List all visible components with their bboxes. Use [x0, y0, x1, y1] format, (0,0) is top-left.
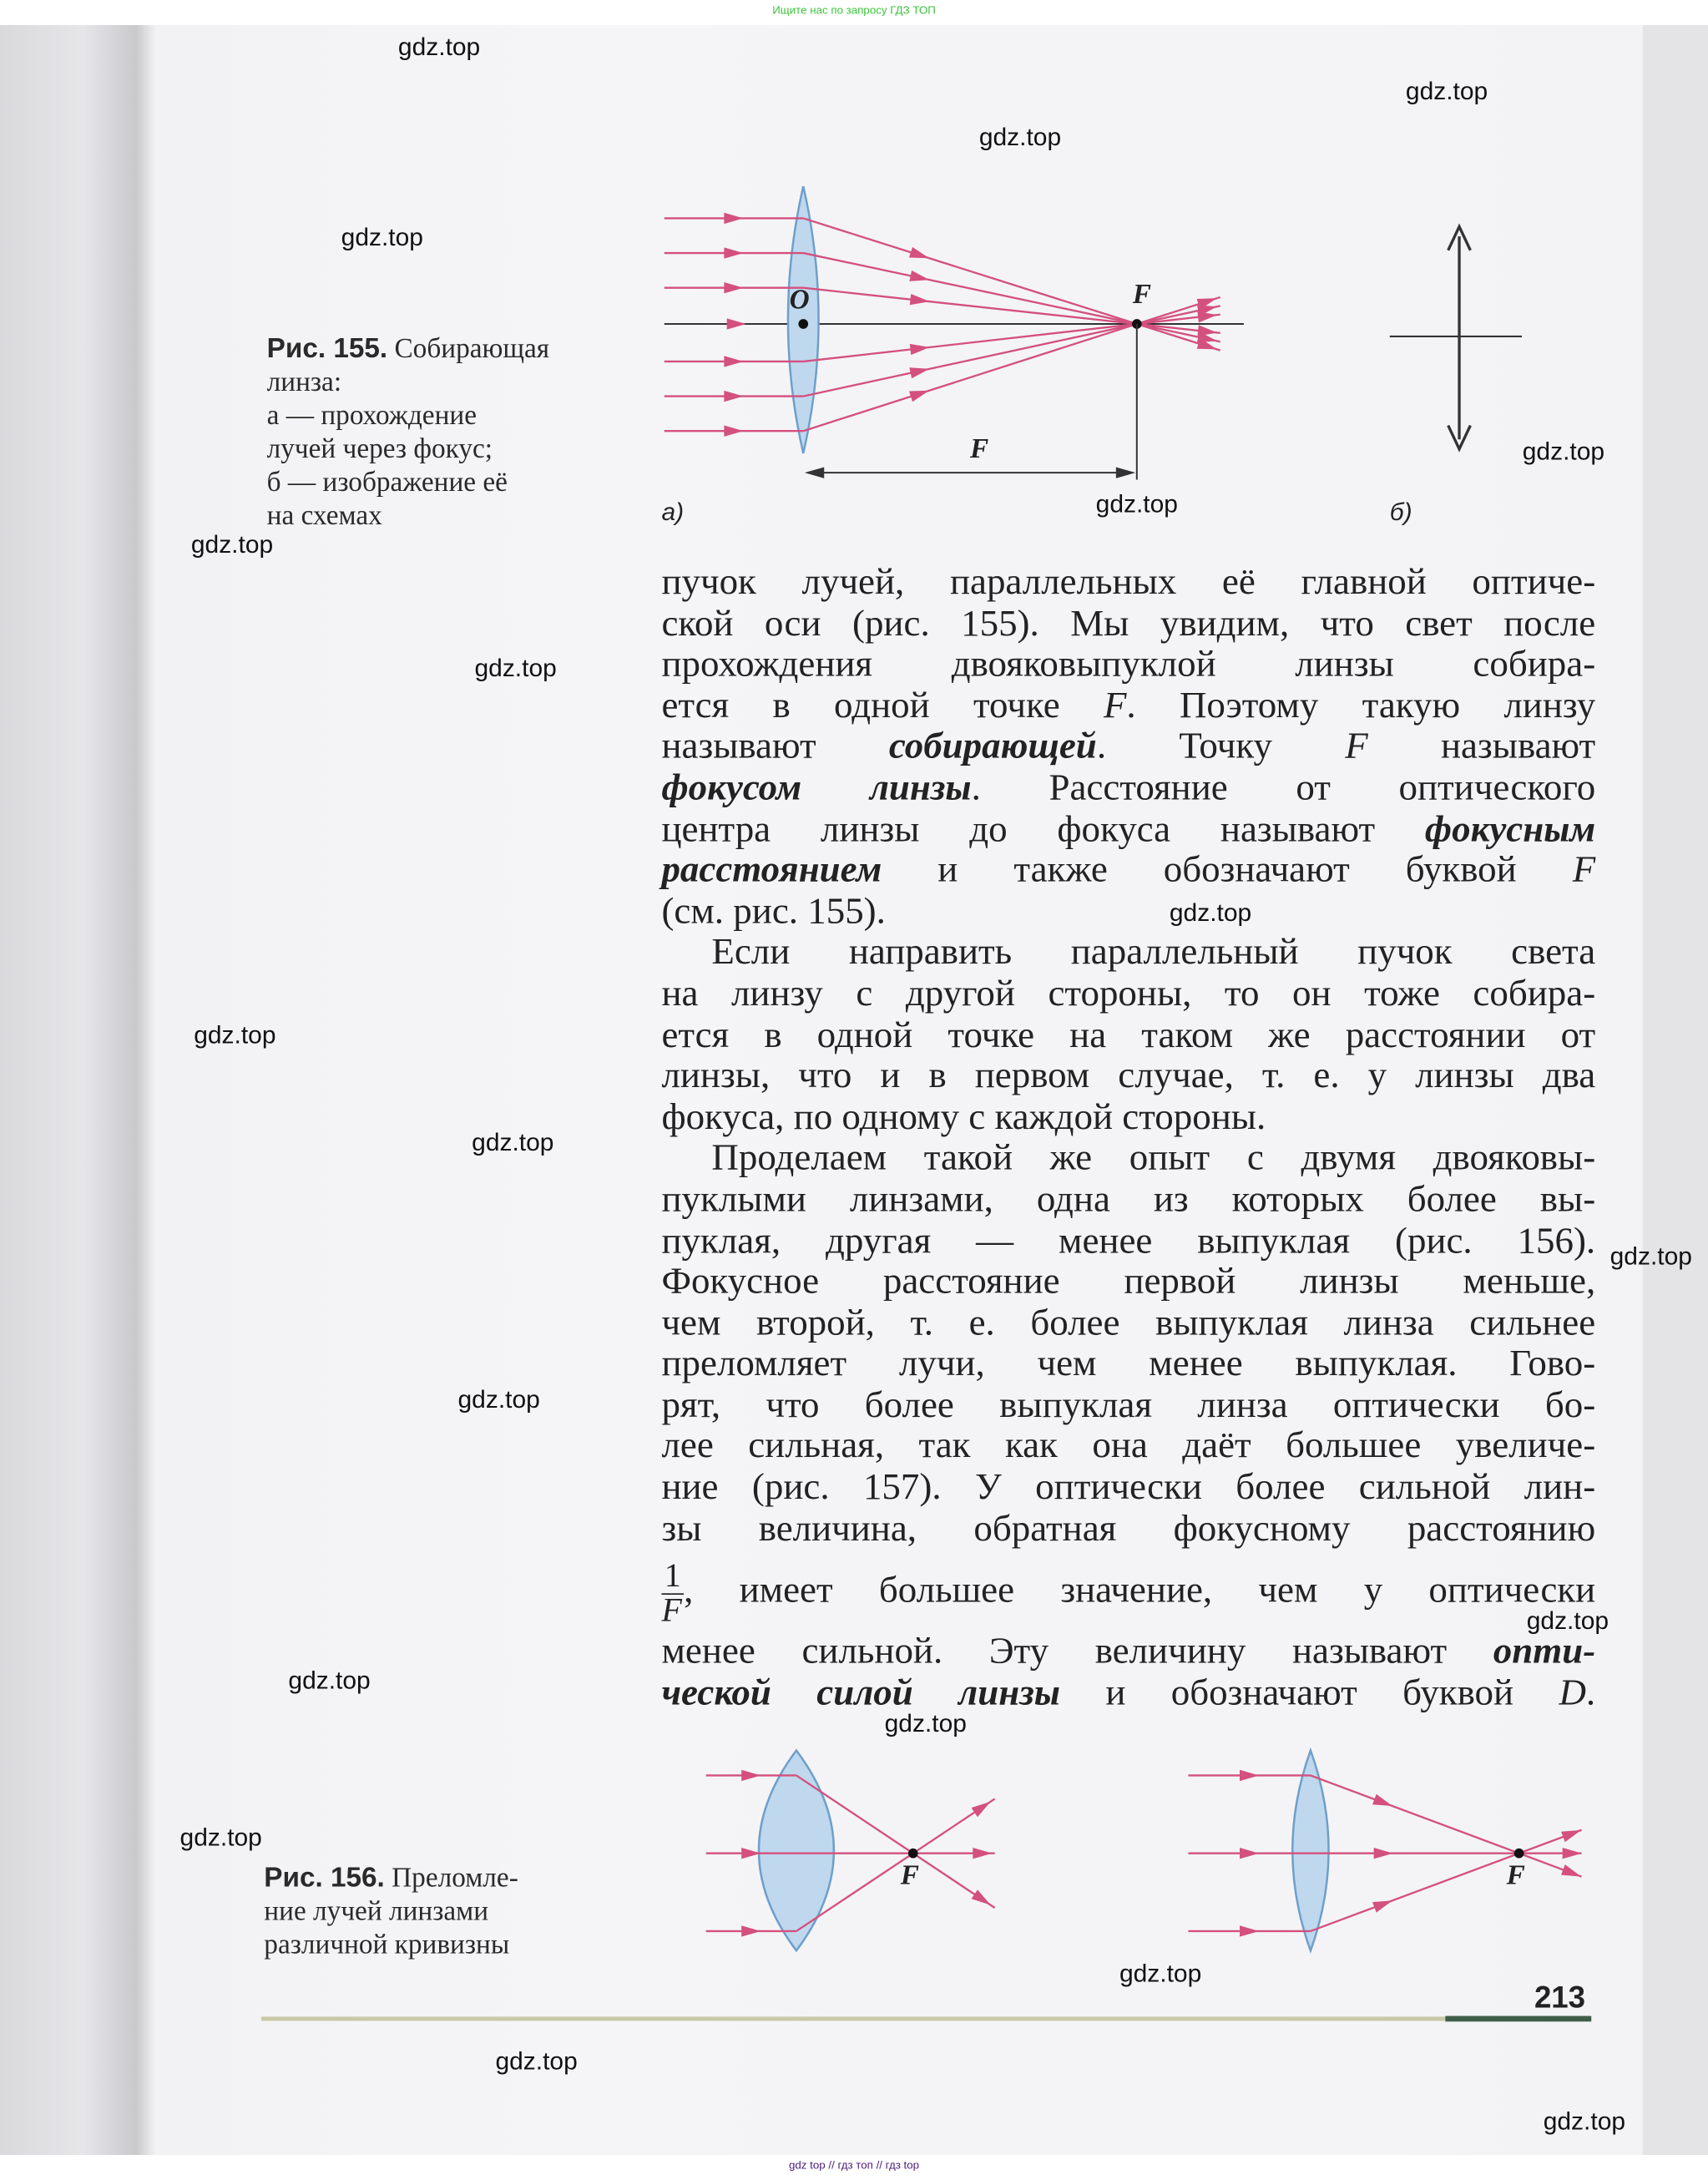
text-segment: . Точку — [1096, 725, 1346, 767]
text-segment: преломляет лучи, чем менее выпуклая. Гово- — [661, 1342, 1596, 1384]
footer-banner — [0, 2155, 1708, 2180]
text-segment: ется в одной точке на таком же расстоянии от — [661, 1013, 1596, 1055]
text-segment: пуклая, другая — менее выпуклая (рис. 156). — [661, 1218, 1596, 1261]
text-segment: ние (рис. 157). У оптически более сильной лин- — [661, 1465, 1596, 1508]
watermark: gdz.top — [884, 1709, 967, 1737]
ray-arrowhead-icon — [724, 356, 743, 367]
ray-arrowhead-icon — [1240, 1770, 1259, 1781]
text-segment: . — [1585, 1671, 1596, 1713]
text-line — [661, 562, 1595, 603]
text-segment: называют — [1367, 725, 1596, 767]
text-line — [661, 767, 1595, 808]
term-emphasis: фокусом линзы — [661, 766, 972, 808]
focus-point — [1514, 1849, 1524, 1859]
text-segment: . Расстояние от оптического — [971, 766, 1596, 808]
refracted-ray — [803, 253, 1220, 341]
watermark: gdz.top — [457, 1385, 540, 1414]
refracted-ray — [803, 297, 1220, 431]
term-emphasis: опти- — [1493, 1630, 1596, 1672]
watermark: gdz.top — [474, 654, 557, 682]
focal-distance-label: F — [970, 433, 989, 465]
footer-text: gdz top // гдз топ // гдз top — [788, 2159, 920, 2172]
ray-arrowhead-icon — [1374, 1848, 1393, 1859]
point-f-label: F — [1132, 279, 1152, 311]
text-line — [661, 1055, 1595, 1096]
dimension-arrow-icon — [1116, 468, 1135, 478]
ray-arrowhead-icon — [1240, 1848, 1259, 1859]
refracted-ray — [1311, 1775, 1582, 1876]
term-emphasis: собирающей — [888, 725, 1097, 767]
ray-arrowhead-icon — [1240, 1925, 1259, 1936]
text-segment: , имеет большее значение, чем у оптически — [684, 1568, 1596, 1611]
text-line — [661, 808, 1595, 849]
text-line — [661, 1549, 1595, 1631]
text-segment: линзы, что и в первом случае, т. е. у линзы два — [661, 1054, 1596, 1096]
ray-arrowhead-icon — [973, 1848, 992, 1859]
text-line — [661, 891, 1595, 932]
ray-arrowhead-icon — [972, 1889, 991, 1904]
text-segment: лее сильная, так как она даёт большее увеличе- — [661, 1424, 1596, 1466]
text-line — [661, 932, 1595, 973]
fig156-label: Рис. 156. — [264, 1863, 385, 1894]
watermark: gdz.top — [194, 1021, 276, 1050]
ray-arrowhead-icon — [1197, 325, 1217, 336]
ray-arrowhead-icon — [724, 391, 743, 402]
point-o-label: O — [789, 285, 810, 316]
fraction — [661, 1557, 684, 1629]
text-segment: прохождения двояковыпуклой линзы собира- — [661, 642, 1596, 685]
body-text — [661, 562, 1595, 1714]
dimension-arrow-icon — [805, 468, 824, 478]
ray-arrowhead-icon — [741, 1770, 761, 1781]
text-line — [661, 1343, 1595, 1384]
ray-arrowhead-icon — [910, 294, 930, 305]
ray-arrowhead-icon — [724, 213, 743, 224]
watermark: gdz.top — [1169, 898, 1252, 927]
text-segment: центра линзы до фокуса называют — [661, 807, 1425, 849]
caption-line: б — изображение её — [266, 467, 508, 498]
ray-arrowhead-icon — [909, 367, 929, 378]
fig156-caption — [264, 1862, 518, 1962]
watermark: gdz.top — [1526, 1606, 1609, 1635]
ray-arrowhead-icon — [909, 391, 929, 402]
text-segment: и также обозначают буквой — [882, 848, 1573, 890]
text-segment: чем второй, т. е. более выпуклая линза сильнее — [661, 1301, 1596, 1343]
page-number: 213 — [1534, 1980, 1586, 2015]
refracted-ray — [803, 288, 1220, 333]
text-segment: F — [1345, 725, 1368, 767]
fig155-caption — [267, 332, 549, 533]
watermark: gdz.top — [190, 530, 274, 559]
ray-arrowhead-icon — [1372, 1794, 1392, 1806]
text-line — [661, 603, 1595, 644]
text-line — [661, 1014, 1595, 1055]
text-segment: D — [1559, 1671, 1586, 1713]
refracted-ray — [803, 218, 1220, 350]
text-line — [661, 1467, 1595, 1508]
text-segment: ется в одной точке — [661, 683, 1104, 726]
ray-arrowhead-icon — [1561, 1830, 1581, 1842]
text-line — [661, 1096, 1595, 1137]
ray-arrowhead-icon — [909, 271, 929, 281]
text-segment: менее сильной. Эту величину называют — [661, 1630, 1493, 1672]
text-segment: Проделаем такой же опыт с двумя двояковы- — [711, 1136, 1596, 1178]
text-line — [661, 1179, 1595, 1220]
watermark: gdz.top — [397, 33, 481, 61]
text-segment: ской оси (рис. 155). Мы увидим, что свет после — [661, 601, 1596, 644]
banner-text: Ищите нас по запросу ГДЗ ТОП — [772, 3, 936, 17]
ray-arrowhead-icon — [972, 1802, 991, 1817]
watermark: gdz.top — [1119, 1960, 1202, 1988]
ray-arrowhead-icon — [724, 426, 743, 437]
watermark: gdz.top — [1609, 1242, 1692, 1271]
text-segment: пуклыми линзами, одна из которых более вы- — [661, 1177, 1596, 1220]
text-segment: пучок лучей, параллельных её главной оптиче- — [661, 560, 1596, 603]
fig155-label: Рис. 155. — [266, 333, 388, 365]
watermark: gdz.top — [1095, 489, 1178, 518]
ray-arrowhead-icon — [1561, 1864, 1581, 1876]
ray-arrowhead-icon — [909, 247, 929, 258]
text-segment: Если направить параллельный пучок света — [711, 930, 1596, 973]
caption-line: а — прохождение — [266, 400, 478, 432]
text-segment: Фокусное расстояние первой линзы меньше, — [661, 1259, 1596, 1302]
caption-line: Преломле- — [392, 1863, 518, 1894]
text-segment: (см. рис. 155). — [661, 889, 886, 932]
fig156-f2-label: F — [1506, 1860, 1525, 1891]
text-line — [661, 726, 1595, 767]
text-line — [661, 1631, 1595, 1672]
text-segment: фокуса, по одному с каждой стороны. — [661, 1095, 1266, 1137]
ray-arrowhead-icon — [724, 247, 743, 258]
ray-arrowhead-icon — [1563, 1848, 1582, 1859]
refracted-ray — [803, 315, 1220, 362]
caption-line: на схемах — [266, 500, 382, 532]
ray-arrowhead-icon — [1372, 1900, 1392, 1912]
text-line — [661, 1672, 1595, 1713]
watermark: gdz.top — [1543, 2107, 1626, 2135]
text-segment: называют — [661, 725, 889, 767]
watermark: gdz.top — [1405, 77, 1488, 105]
sub-b-label: б) — [1389, 498, 1412, 526]
term-emphasis: ческой силой линзы — [661, 1671, 1060, 1713]
text-line — [661, 1302, 1595, 1343]
caption-line: линза: — [266, 367, 342, 398]
refracted-ray — [803, 306, 1220, 396]
watermark: gdz.top — [288, 1666, 371, 1695]
text-segment: рят, что более выпуклая линза оптически бо- — [661, 1383, 1596, 1425]
fig156-f1-label: F — [900, 1860, 920, 1891]
text-line — [661, 1508, 1595, 1549]
text-segment: и обозначают буквой — [1059, 1671, 1559, 1713]
fraction-numerator: 1 — [661, 1560, 684, 1595]
text-segment: на линзу с другой стороны, то он тоже собира- — [661, 971, 1596, 1014]
caption-line: различной кривизны — [264, 1930, 510, 1960]
caption-line: лучей через фокус; — [266, 433, 493, 465]
text-line — [661, 1138, 1595, 1179]
text-line — [661, 971, 1596, 1014]
strong-convex-lens — [759, 1750, 834, 1950]
text-line — [661, 685, 1595, 726]
refracted-ray — [1311, 1830, 1582, 1931]
focus-point — [908, 1849, 918, 1859]
text-segment: зы величина, обратная фокусному расстоянию — [661, 1506, 1596, 1549]
term-emphasis: расстоянием — [661, 848, 882, 890]
text-line — [661, 1426, 1595, 1467]
ray-arrowhead-icon — [727, 318, 746, 329]
ray-arrowhead-icon — [724, 282, 743, 293]
watermark: gdz.top — [978, 123, 1062, 151]
term-emphasis: фокусным — [1424, 807, 1596, 849]
text-segment: F — [1103, 683, 1127, 726]
text-line — [661, 644, 1595, 685]
watermark: gdz.top — [472, 1128, 554, 1156]
text-segment: . Поэтому такую линзу — [1126, 683, 1596, 726]
watermark: gdz.top — [341, 223, 423, 251]
ray-arrowhead-icon — [910, 344, 930, 355]
fraction-denominator: F — [661, 1592, 682, 1629]
caption-line: Собирающая — [394, 333, 550, 365]
watermark: gdz.top — [495, 2047, 578, 2076]
sub-a-label: а) — [661, 498, 685, 526]
text-line — [661, 850, 1595, 891]
optical-center-point — [798, 319, 808, 329]
text-line — [661, 1261, 1595, 1302]
text-line — [661, 1220, 1595, 1261]
watermark: gdz.top — [179, 1823, 262, 1852]
text-line — [661, 1384, 1595, 1425]
caption-line: ние лучей линзами — [264, 1896, 489, 1927]
text-segment: F — [1572, 848, 1596, 890]
watermark: gdz.top — [1522, 437, 1605, 466]
ray-arrowhead-icon — [741, 1925, 761, 1936]
